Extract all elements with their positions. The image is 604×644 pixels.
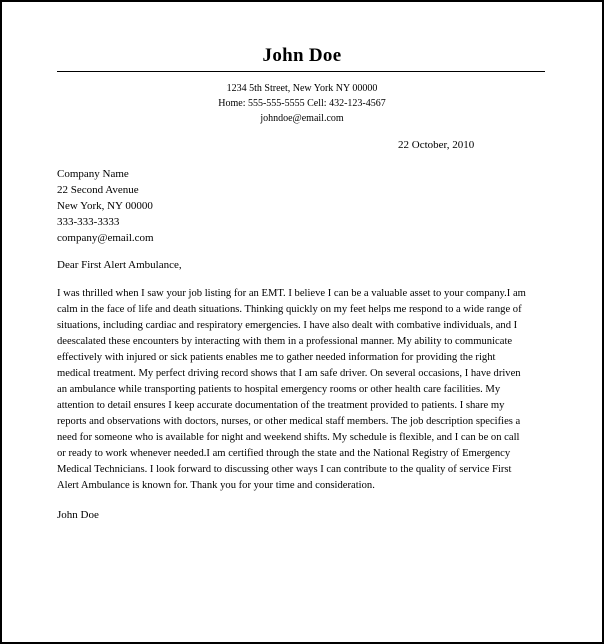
recipient-street: 22 Second Avenue [57, 184, 139, 196]
sender-name: John Doe [262, 45, 342, 66]
recipient-name: Company Name [57, 168, 129, 180]
recipient-block [57, 166, 154, 246]
body-line: I was thrilled when I saw your job listing for an EMT. I believe I can be a valuable asset to your company.I am [57, 288, 526, 299]
body-line: need for someone who is available for night and weekend shifts. My schedule is flexible, and I can be on call [57, 432, 520, 443]
body-line: Medical Technicians. I look forward to discussing other ways I can contribute to the quality of service First [57, 464, 512, 475]
body-line: an ambulance while transporting patients to hospital emergency rooms or other health care facilities. My [57, 384, 501, 395]
letter-date: 22 October, 2010 [398, 139, 475, 151]
header-divider [57, 71, 545, 72]
recipient-email: company@email.com [57, 232, 154, 244]
recipient-phone: 333-333-3333 [57, 216, 120, 228]
body-line: Alert Ambulance is known for. Thank you for your time and consideration. [57, 480, 375, 491]
sender-address: 1234 5th Street, New York NY 00000 [226, 83, 378, 94]
recipient-city: New York, NY 00000 [57, 200, 153, 212]
salutation: Dear First Alert Ambulance, [57, 259, 182, 271]
sender-phones: Home: 555-555-5555 Cell: 432-123-4567 [218, 98, 386, 109]
body-line: effectively with injured or sick patients enables me to gather needed information for providing the right [57, 352, 496, 363]
body-line: calm in the face of life and death situations. Thinking quickly on my feet helps me respond to a wide range of [57, 304, 522, 315]
sender-email: johndoe@email.com [260, 113, 344, 124]
body-line: attention to detail ensures I keep accurate documentation of the treatment provided to patients. I share my [57, 400, 505, 411]
letter-body [57, 286, 552, 494]
body-line: situations, including cardiac and respiratory emergencies. I have also dealt with combative individuals, and I [57, 320, 518, 331]
body-line: deescalated these encounters by interacting with them in a professional manner. My ability to communicate [57, 336, 513, 347]
body-line: reports and observations with doctors, nurses, or other medical staff members. The job description specifies a [57, 416, 521, 427]
body-line: or ready to work whenever needed.I am certified through the state and the National Registry of Emergency [57, 448, 511, 459]
signature: John Doe [57, 509, 99, 521]
body-line: medical treatment. My perfect driving record shows that I am safe driver. On several occasions, I have driven [57, 368, 521, 379]
